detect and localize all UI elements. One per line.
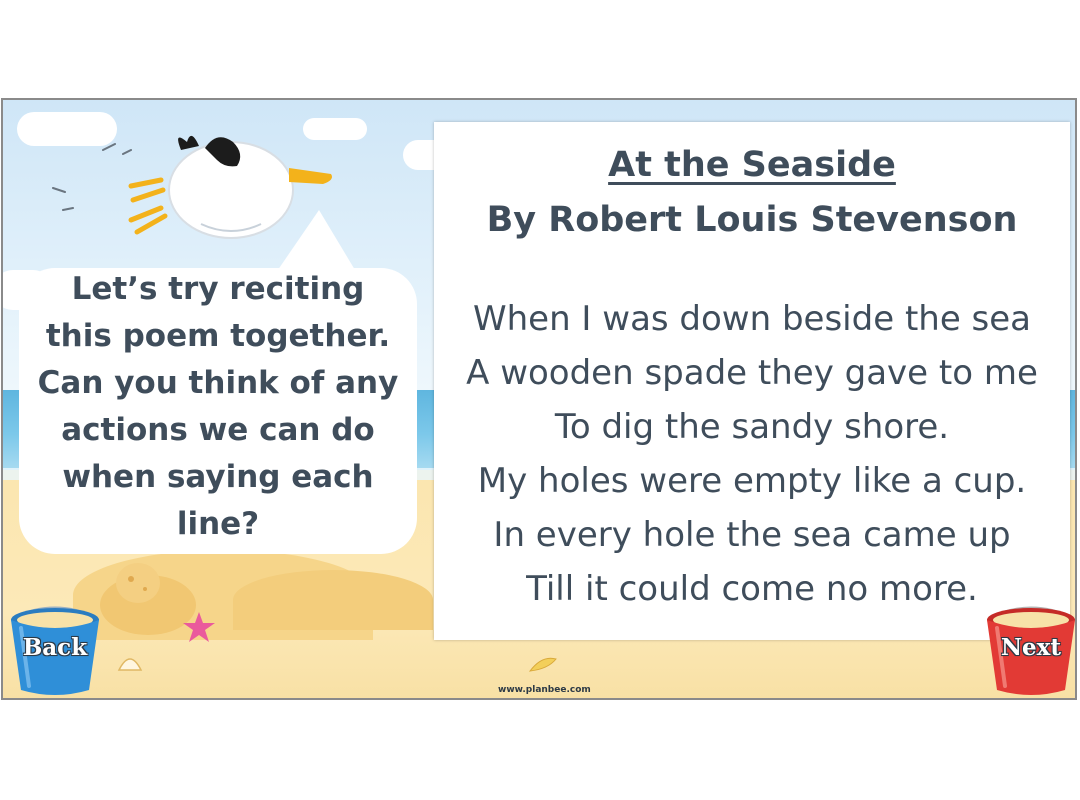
back-label: Back (22, 634, 88, 661)
next-button[interactable] (983, 600, 1077, 698)
poem-title: At the Seaside (608, 145, 896, 185)
poem-author: By Robert Louis Stevenson (486, 200, 1018, 240)
shell-icon (528, 653, 558, 675)
poem-line: To dig the sandy shore. (554, 407, 950, 447)
poem-body (434, 292, 1070, 616)
poem-line: In every hole the sea came up (493, 515, 1011, 555)
poem-line: A wooden spade they gave to me (466, 353, 1038, 393)
speech-line: Let’s try reciting (71, 271, 365, 307)
starfish-icon (181, 610, 217, 646)
speech-line: this poem together. (45, 318, 391, 354)
speech-line: when saying each (62, 459, 374, 495)
speech-line: Can you think of any (37, 365, 399, 401)
poem-line: My holes were empty like a cup. (477, 461, 1027, 501)
poem-line: When I was down beside the sea (472, 299, 1032, 339)
poem-card (434, 122, 1070, 640)
slide (1, 98, 1077, 700)
speech-line: actions we can do (61, 412, 375, 448)
poem-line: Till it could come no more. (526, 569, 978, 609)
speech-bubble (19, 268, 417, 554)
sand-dune (233, 570, 433, 630)
shell-icon (115, 648, 145, 674)
speech-bubble-text (38, 266, 399, 548)
back-button[interactable] (7, 600, 103, 698)
speech-line: line? (176, 506, 260, 542)
bird-flock-icon (43, 130, 163, 220)
footer-url: www.planbee.com (498, 685, 591, 695)
next-label: Next (1001, 634, 1061, 661)
